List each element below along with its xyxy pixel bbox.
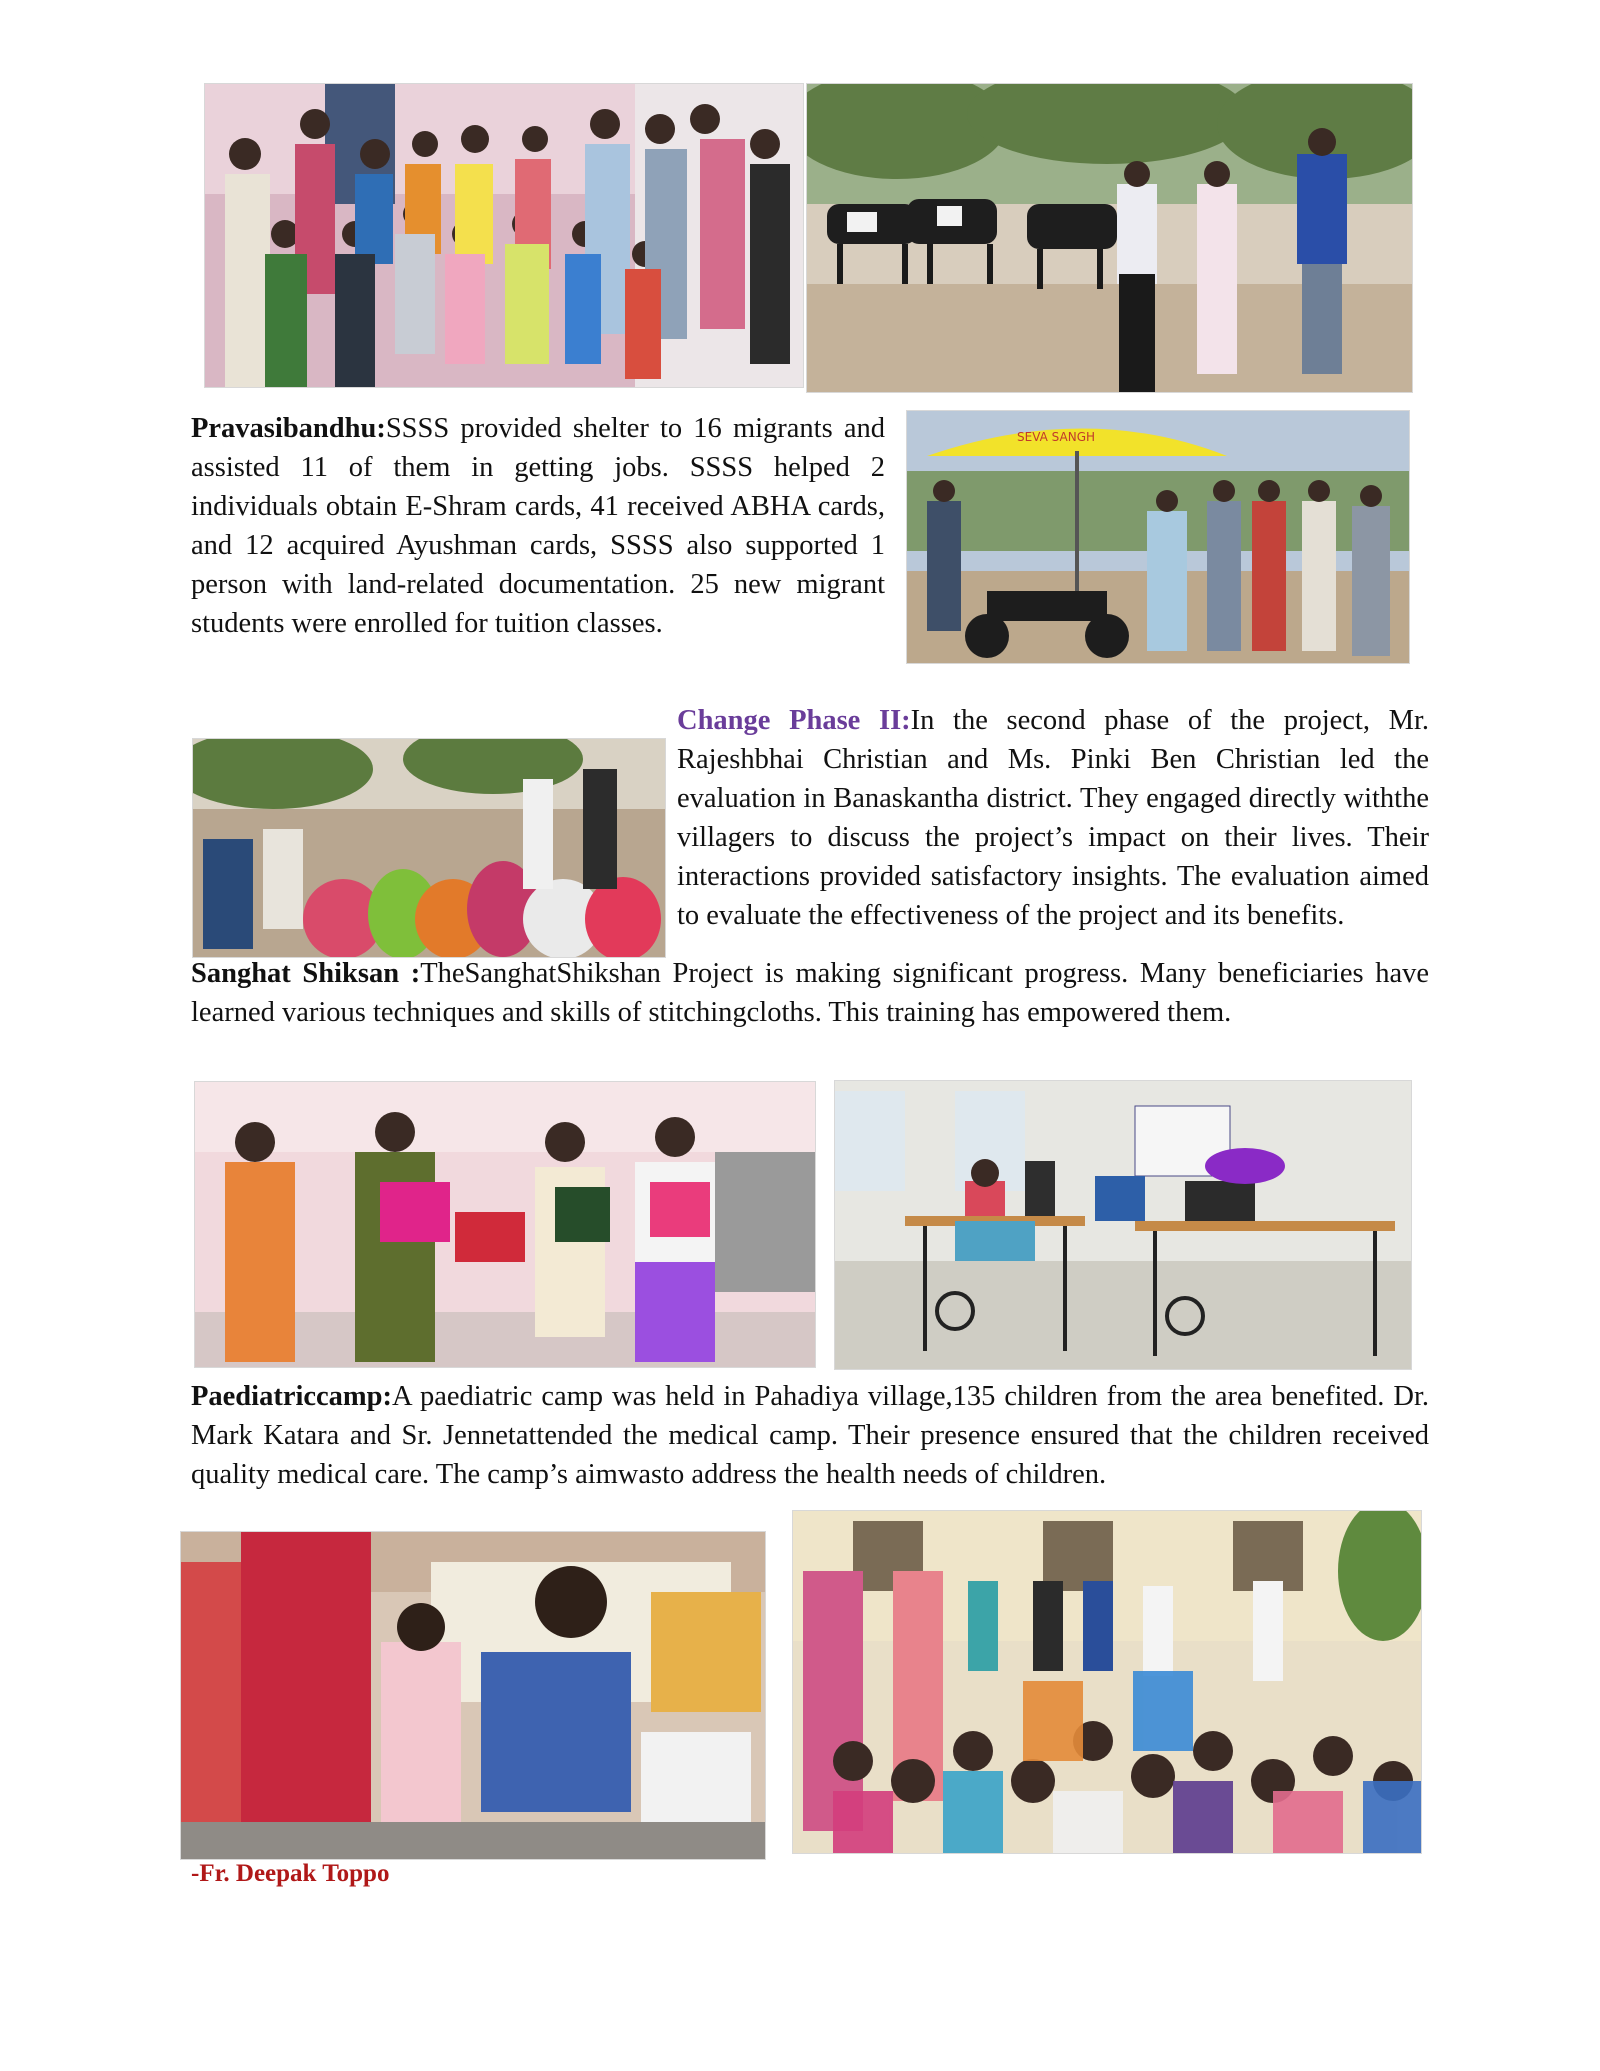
section-text: In the second phase of the project, Mr. Rajeshbhai Christian and Ms. Pinki Ben Christian led the evaluation in Banaskantha district. They engaged directly withthe villagers to discuss the project’s impact on their lives. Their interactions provided satisfactory insights. The evaluation aimed to evaluate the effectiveness of the project and its benefits.	[677, 705, 1429, 931]
photo-sewing-machines	[834, 1080, 1412, 1370]
photo-doctor-examination	[180, 1531, 766, 1860]
section-heading: Paediatriccamp:	[191, 1381, 393, 1412]
photo-paediatric-camp-crowd	[792, 1510, 1422, 1854]
section-text: SSSS provided shelter to 16 migrants and assisted 11 of them in getting jobs. SSSS helped 2 individuals obtain E-Shram cards, 41 received ABHA cards, and 12 acquired Ayushman cards, SSSS also supported 1 person with land-related documentation. 25 new migrant students were enrolled for tuition classes.	[191, 413, 885, 639]
photo-umbrella-helpdesk	[906, 410, 1410, 664]
section-paediatric-camp	[191, 1377, 1429, 1494]
author-signature: -Fr. Deepak Toppo	[191, 1860, 390, 1887]
section-heading: Change Phase II:	[677, 705, 911, 736]
section-heading: Sanghat Shiksan :	[191, 958, 421, 989]
umbrella-print: SEVA SANGH	[1017, 430, 1096, 444]
photo-cattle-visit	[806, 83, 1413, 393]
section-pravasibandhu	[191, 409, 885, 643]
section-change-phase-ii	[191, 701, 1429, 965]
photo-stitching-trainees	[194, 1081, 816, 1368]
photo-children-group	[204, 83, 804, 388]
section-text: A paediatric camp was held in Pahadiya village,135 children from the area benefited. Dr. Mark Katara and Sr. Jennetattended the medical camp. Their presence ensured that the children received quality medical care. The camp’s aimwasto address the health needs of children.	[191, 1381, 1429, 1490]
section-heading: Pravasibandhu:	[191, 413, 386, 444]
section-sanghat-shiksan	[191, 954, 1429, 1032]
section-text: TheSanghatShikshan Project is making significant progress. Many beneficiaries have learned various techniques and skills of stitchingcloths. This training has empowered them.	[191, 958, 1429, 1028]
image-float-spacer	[191, 740, 677, 965]
